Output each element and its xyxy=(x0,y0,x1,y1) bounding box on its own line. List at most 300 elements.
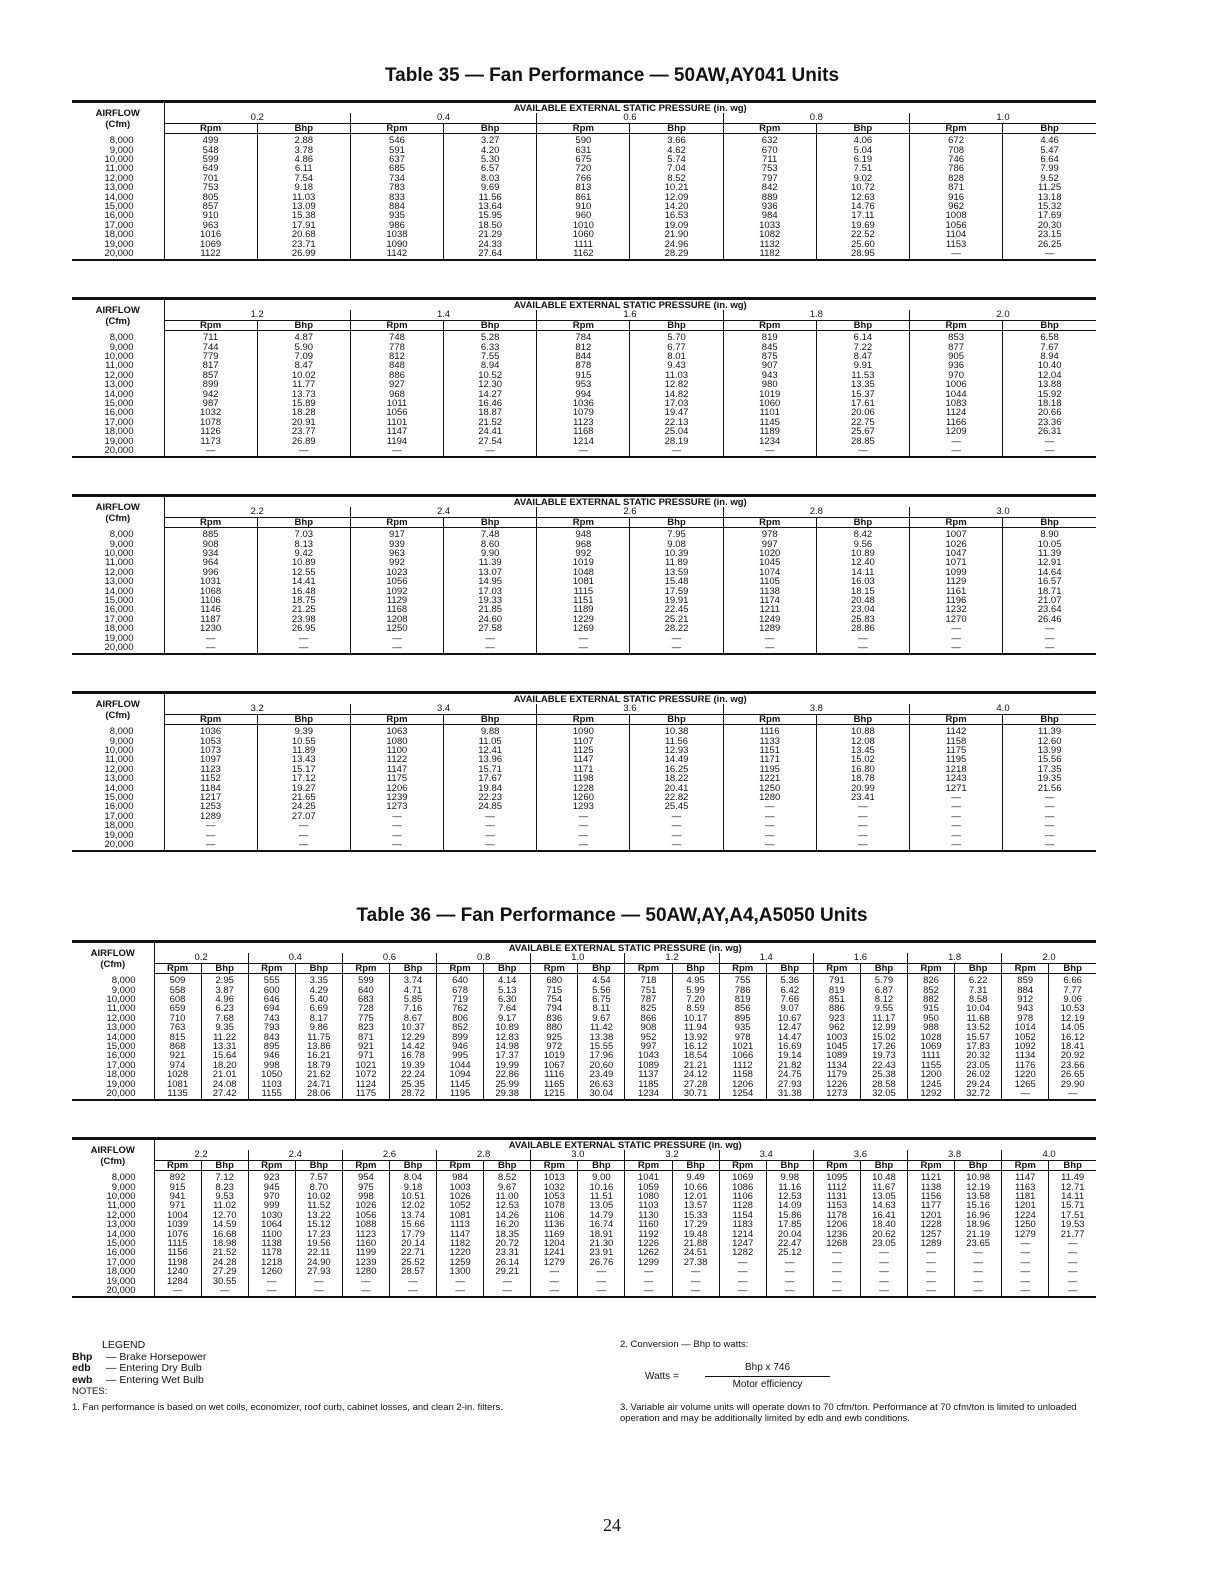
value-cell: 12.01 xyxy=(672,1192,719,1201)
airflow-cell: 11,000 xyxy=(72,361,164,370)
value-cell: 791 xyxy=(813,974,860,986)
value-cell: 1092 xyxy=(350,587,443,596)
value-cell: 25.04 xyxy=(630,427,723,436)
bhp-header: Bhp xyxy=(578,963,625,973)
value-cell: 1185 xyxy=(625,1080,672,1089)
value-cell: 4.29 xyxy=(295,986,342,995)
value-cell: — xyxy=(257,831,350,840)
value-cell: 3.27 xyxy=(444,134,537,146)
value-cell: 23.15 xyxy=(1003,230,1096,239)
value-cell: 11.39 xyxy=(444,558,537,567)
value-cell: 1123 xyxy=(342,1230,389,1239)
value-cell: 1069 xyxy=(719,1171,766,1183)
value-cell: 1189 xyxy=(723,427,816,436)
value-cell: 20.72 xyxy=(484,1239,531,1248)
bhp-header: Bhp xyxy=(201,963,248,973)
value-cell: 11.42 xyxy=(578,1023,625,1032)
value-cell: 8.60 xyxy=(444,540,537,549)
value-cell: 7.64 xyxy=(484,1004,531,1013)
value-cell: — xyxy=(955,1267,1002,1276)
value-cell: 21.90 xyxy=(630,230,723,239)
value-cell: 13.59 xyxy=(630,568,723,577)
value-cell: 22.11 xyxy=(295,1248,342,1257)
value-cell: 6.14 xyxy=(816,331,909,343)
value-cell: 15.48 xyxy=(630,577,723,586)
value-cell: — xyxy=(1049,1277,1096,1286)
value-cell: 5.36 xyxy=(766,974,813,986)
value-cell: — xyxy=(444,643,537,653)
value-cell: 15.71 xyxy=(1049,1201,1096,1210)
value-cell: — xyxy=(723,840,816,850)
value-cell: 16.80 xyxy=(816,765,909,774)
value-cell: 1142 xyxy=(910,725,1003,737)
rpm-header: Rpm xyxy=(164,123,257,133)
value-cell: 10.89 xyxy=(816,549,909,558)
value-cell: — xyxy=(537,634,630,643)
value-cell: 1003 xyxy=(813,1033,860,1042)
airflow-cell: 9,000 xyxy=(72,146,164,155)
value-cell: 13.92 xyxy=(672,1033,719,1042)
value-cell: 1158 xyxy=(910,737,1003,746)
value-cell: 11.00 xyxy=(484,1192,531,1201)
value-cell: 1081 xyxy=(437,1211,484,1220)
airflow-cell: 18,000 xyxy=(72,230,164,239)
value-cell: 11.56 xyxy=(630,737,723,746)
value-cell: 2.88 xyxy=(257,134,350,146)
value-cell: 1007 xyxy=(910,528,1003,540)
value-cell: — xyxy=(342,1277,389,1286)
value-cell: 17.23 xyxy=(295,1230,342,1239)
value-cell: 2.95 xyxy=(201,974,248,986)
value-cell: — xyxy=(248,1286,295,1296)
value-cell: 746 xyxy=(910,155,1003,164)
value-cell: 1218 xyxy=(910,765,1003,774)
value-cell: 23.98 xyxy=(257,615,350,624)
value-cell: 22.52 xyxy=(816,230,909,239)
value-cell: 13.74 xyxy=(389,1211,436,1220)
value-cell: 925 xyxy=(531,1033,578,1042)
value-cell: 1184 xyxy=(164,784,257,793)
value-cell: 1250 xyxy=(723,784,816,793)
value-cell: 13.99 xyxy=(1003,746,1096,755)
airflow-cell: 9,000 xyxy=(72,737,164,746)
airflow-cell: 14,000 xyxy=(72,193,164,202)
rpm-header: Rpm xyxy=(910,714,1003,724)
value-cell: — xyxy=(350,643,443,653)
value-cell: 25.38 xyxy=(860,1070,907,1079)
value-cell: — xyxy=(955,1277,1002,1286)
value-cell: 1043 xyxy=(625,1051,672,1060)
airflow-cell: 13,000 xyxy=(72,577,164,586)
value-cell: 680 xyxy=(531,974,578,986)
pressure-header: AVAILABLE EXTERNAL STATIC PRESSURE (in. wg) xyxy=(164,102,1096,114)
value-cell: 8.12 xyxy=(860,995,907,1004)
value-cell: 1152 xyxy=(164,774,257,783)
value-cell: 1171 xyxy=(537,765,630,774)
value-cell: — xyxy=(625,1277,672,1286)
value-cell: 20.68 xyxy=(257,230,350,239)
value-cell: 3.74 xyxy=(389,974,436,986)
value-cell: — xyxy=(164,643,257,653)
value-cell: 15.89 xyxy=(257,399,350,408)
value-cell: 23.41 xyxy=(816,793,909,802)
airflow-cell: 11,000 xyxy=(72,1201,154,1210)
value-cell: 16.68 xyxy=(201,1230,248,1239)
airflow-cell: 19,000 xyxy=(72,437,164,446)
airflow-cell: 11,000 xyxy=(72,755,164,764)
airflow-cell: 15,000 xyxy=(72,1042,154,1051)
value-cell: 1036 xyxy=(164,725,257,737)
value-cell: 813 xyxy=(537,183,630,192)
value-cell: — xyxy=(537,821,630,830)
rpm-header: Rpm xyxy=(437,1160,484,1170)
value-cell: 1187 xyxy=(164,615,257,624)
value-cell: 8.94 xyxy=(1003,352,1096,361)
value-cell: 10.72 xyxy=(816,183,909,192)
value-cell: 27.64 xyxy=(444,249,537,259)
value-cell: 13.09 xyxy=(257,202,350,211)
value-cell: 15.17 xyxy=(257,765,350,774)
value-cell: 12.70 xyxy=(201,1211,248,1220)
value-cell: 694 xyxy=(248,1004,295,1013)
value-cell: 12.71 xyxy=(1049,1183,1096,1192)
value-cell: 734 xyxy=(350,174,443,183)
value-cell: 960 xyxy=(537,211,630,220)
rpm-header: Rpm xyxy=(908,963,955,973)
value-cell: 24.51 xyxy=(672,1248,719,1257)
value-cell: 20.04 xyxy=(766,1230,813,1239)
value-cell: 14.41 xyxy=(257,577,350,586)
value-cell: 8.04 xyxy=(389,1171,436,1183)
value-cell: — xyxy=(816,831,909,840)
pressure-value: 3.0 xyxy=(531,1150,625,1160)
value-cell: 978 xyxy=(723,528,816,540)
value-cell: — xyxy=(1003,446,1096,456)
value-cell: 1158 xyxy=(719,1070,766,1079)
value-cell: 1195 xyxy=(437,1089,484,1099)
value-cell: 11.52 xyxy=(295,1201,342,1210)
value-cell: — xyxy=(578,1277,625,1286)
value-cell: 1270 xyxy=(910,615,1003,624)
value-cell: 1068 xyxy=(164,587,257,596)
value-cell: 15.57 xyxy=(955,1033,1002,1042)
value-cell: 899 xyxy=(164,380,257,389)
value-cell: — xyxy=(723,446,816,456)
value-cell: 27.54 xyxy=(444,437,537,446)
airflow-cell: 8,000 xyxy=(72,725,164,737)
value-cell: 1011 xyxy=(350,399,443,408)
value-cell: 29.38 xyxy=(484,1089,531,1099)
value-cell: 19.53 xyxy=(1049,1220,1096,1229)
value-cell: 11.51 xyxy=(578,1192,625,1201)
value-cell: — xyxy=(955,1286,1002,1296)
value-cell: 1076 xyxy=(154,1230,201,1239)
airflow-cell: 13,000 xyxy=(72,774,164,783)
rpm-header: Rpm xyxy=(342,1160,389,1170)
value-cell: 14.11 xyxy=(816,568,909,577)
pressure-value: 2.0 xyxy=(910,310,1097,320)
value-cell: 1214 xyxy=(719,1230,766,1239)
value-cell: — xyxy=(257,643,350,653)
value-cell: 24.25 xyxy=(257,802,350,811)
pressure-value: 3.2 xyxy=(164,704,350,714)
bhp-header: Bhp xyxy=(295,963,342,973)
value-cell: — xyxy=(1002,1248,1049,1257)
value-cell: 952 xyxy=(625,1033,672,1042)
value-cell: — xyxy=(910,793,1003,802)
legend-title: LEGEND xyxy=(102,1339,146,1351)
value-cell: 7.20 xyxy=(672,995,719,1004)
value-cell: 1060 xyxy=(723,399,816,408)
value-cell: 1115 xyxy=(537,587,630,596)
bhp-header: Bhp xyxy=(444,123,537,133)
note-3: 3. Variable air volume units will operate down to 70 cfm/ton. Performance at 70 cfm/ton is limited to unloaded operation and may be additionally limited by edb and ewb conditions. xyxy=(620,1402,1077,1424)
value-cell: 996 xyxy=(164,568,257,577)
value-cell: 1010 xyxy=(537,221,630,230)
value-cell: 1195 xyxy=(910,755,1003,764)
value-cell: 1214 xyxy=(537,437,630,446)
value-cell: 978 xyxy=(719,1033,766,1042)
value-cell: 1250 xyxy=(1002,1220,1049,1229)
pressure-value: 0.6 xyxy=(537,113,723,123)
value-cell: 1056 xyxy=(350,577,443,586)
value-cell: 21.85 xyxy=(444,605,537,614)
value-cell: 1189 xyxy=(537,605,630,614)
pressure-value: 1.6 xyxy=(537,310,723,320)
value-cell: — xyxy=(630,821,723,830)
value-cell: 851 xyxy=(813,995,860,1004)
value-cell: 14.47 xyxy=(766,1033,813,1042)
value-cell: 1090 xyxy=(350,240,443,249)
value-cell: 19.48 xyxy=(672,1230,719,1239)
value-cell: — xyxy=(537,831,630,840)
value-cell: 9.35 xyxy=(201,1023,248,1032)
pressure-value: 0.2 xyxy=(164,113,350,123)
value-cell: 1124 xyxy=(342,1080,389,1089)
bhp-header: Bhp xyxy=(257,123,350,133)
value-cell: 1106 xyxy=(164,596,257,605)
value-cell: — xyxy=(1002,1277,1049,1286)
value-cell: — xyxy=(860,1267,907,1276)
value-cell: 546 xyxy=(350,134,443,146)
value-cell: 753 xyxy=(164,183,257,192)
value-cell: 1175 xyxy=(910,746,1003,755)
value-cell: 25.52 xyxy=(389,1258,436,1267)
value-cell: — xyxy=(164,446,257,456)
value-cell: 1247 xyxy=(719,1239,766,1248)
airflow-cell: 10,000 xyxy=(72,746,164,755)
value-cell: 1289 xyxy=(164,812,257,821)
value-cell: 16.12 xyxy=(672,1042,719,1051)
value-cell: 908 xyxy=(625,1023,672,1032)
value-cell: 10.38 xyxy=(630,725,723,737)
value-cell: 1142 xyxy=(350,249,443,259)
value-cell: — xyxy=(860,1258,907,1267)
value-cell: 1257 xyxy=(908,1230,955,1239)
value-cell: 1146 xyxy=(164,605,257,614)
value-cell: 917 xyxy=(350,528,443,540)
value-cell: 1198 xyxy=(537,774,630,783)
value-cell: 797 xyxy=(723,174,816,183)
value-cell: 921 xyxy=(342,1042,389,1051)
value-cell: 833 xyxy=(350,193,443,202)
value-cell: 15.55 xyxy=(578,1042,625,1051)
bhp-header: Bhp xyxy=(860,963,907,973)
value-cell: 8.01 xyxy=(630,352,723,361)
value-cell: 30.04 xyxy=(578,1089,625,1099)
pressure-value: 2.8 xyxy=(437,1150,531,1160)
rpm-header: Rpm xyxy=(248,963,295,973)
bhp-header: Bhp xyxy=(630,517,723,527)
bhp-header: Bhp xyxy=(257,320,350,330)
value-cell: 1113 xyxy=(437,1220,484,1229)
value-cell: 1021 xyxy=(719,1042,766,1051)
value-cell: 1262 xyxy=(625,1248,672,1257)
value-cell: 8.47 xyxy=(816,352,909,361)
bhp-header: Bhp xyxy=(816,517,909,527)
value-cell: 1008 xyxy=(910,211,1003,220)
value-cell: 1019 xyxy=(531,1051,578,1060)
value-cell: 4.46 xyxy=(1003,134,1096,146)
value-cell: 9.06 xyxy=(1049,995,1096,1004)
value-cell: 1073 xyxy=(164,746,257,755)
value-cell: 1220 xyxy=(437,1248,484,1257)
value-cell: — xyxy=(257,821,350,830)
legend-item: ewb — Entering Wet Bulb xyxy=(72,1373,204,1386)
value-cell: 4.86 xyxy=(257,155,350,164)
value-cell: 963 xyxy=(350,549,443,558)
value-cell: 21.82 xyxy=(766,1061,813,1070)
value-cell: 1056 xyxy=(350,408,443,417)
value-cell: 22.24 xyxy=(389,1070,436,1079)
value-cell: 910 xyxy=(537,202,630,211)
value-cell: 21.52 xyxy=(201,1248,248,1257)
value-cell: 1171 xyxy=(723,755,816,764)
rpm-header: Rpm xyxy=(813,963,860,973)
pressure-header: AVAILABLE EXTERNAL STATIC PRESSURE (in. wg) xyxy=(164,496,1096,508)
value-cell: — xyxy=(444,840,537,850)
airflow-cell: 10,000 xyxy=(72,352,164,361)
value-cell: 1151 xyxy=(537,596,630,605)
value-cell: 20.92 xyxy=(1049,1051,1096,1060)
value-cell: 948 xyxy=(537,528,630,540)
value-cell: 1116 xyxy=(723,725,816,737)
value-cell: 10.89 xyxy=(257,558,350,567)
value-cell: — xyxy=(910,634,1003,643)
value-cell: — xyxy=(531,1267,578,1276)
value-cell: 21.77 xyxy=(1049,1230,1096,1239)
airflow-cell: 13,000 xyxy=(72,1220,154,1229)
value-cell: 11.05 xyxy=(444,737,537,746)
value-cell: 23.77 xyxy=(257,427,350,436)
value-cell: 11.39 xyxy=(1003,725,1096,737)
value-cell: 984 xyxy=(437,1171,484,1183)
value-cell: 1063 xyxy=(350,725,443,737)
rpm-header: Rpm xyxy=(723,320,816,330)
value-cell: 12.83 xyxy=(484,1033,531,1042)
value-cell: 28.22 xyxy=(630,624,723,633)
legend-item: Bhp — Brake Horsepower xyxy=(72,1350,207,1363)
pressure-value: 1.2 xyxy=(164,310,350,320)
airflow-cell: 15,000 xyxy=(72,202,164,211)
airflow-cell: 18,000 xyxy=(72,624,164,633)
legend xyxy=(72,1340,206,1398)
value-cell: 1021 xyxy=(342,1061,389,1070)
value-cell: 8.13 xyxy=(257,540,350,549)
value-cell: 885 xyxy=(164,528,257,540)
value-cell: 5.47 xyxy=(1003,146,1096,155)
value-cell: 18.22 xyxy=(630,774,723,783)
airflow-cell: 14,000 xyxy=(72,1230,154,1239)
rpm-header: Rpm xyxy=(719,963,766,973)
value-cell: 14.98 xyxy=(484,1042,531,1051)
pressure-header: AVAILABLE EXTERNAL STATIC PRESSURE (in. wg) xyxy=(164,693,1096,705)
value-cell: 7.77 xyxy=(1049,986,1096,995)
value-cell: 11.16 xyxy=(766,1183,813,1192)
airflow-cell: 17,000 xyxy=(72,221,164,230)
value-cell: 1003 xyxy=(437,1183,484,1192)
value-cell: 12.02 xyxy=(389,1201,436,1210)
value-cell: 5.28 xyxy=(444,331,537,343)
value-cell: 927 xyxy=(350,380,443,389)
value-cell: 843 xyxy=(248,1033,295,1042)
value-cell: 10.05 xyxy=(1003,540,1096,549)
value-cell: 26.14 xyxy=(484,1258,531,1267)
value-cell: 1138 xyxy=(248,1239,295,1248)
value-cell: 29.24 xyxy=(955,1080,1002,1089)
value-cell: — xyxy=(910,831,1003,840)
value-cell: 1124 xyxy=(910,408,1003,417)
value-cell: 11.94 xyxy=(672,1023,719,1032)
airflow-cell: 19,000 xyxy=(72,1277,154,1286)
value-cell: 819 xyxy=(723,331,816,343)
rpm-header: Rpm xyxy=(248,1160,295,1170)
value-cell: 875 xyxy=(723,352,816,361)
value-cell: 632 xyxy=(723,134,816,146)
value-cell: 1130 xyxy=(625,1211,672,1220)
value-cell: 1206 xyxy=(813,1220,860,1229)
value-cell: 16.96 xyxy=(955,1211,1002,1220)
value-cell: 1155 xyxy=(248,1089,295,1099)
value-cell: 25.67 xyxy=(816,427,909,436)
airflow-cell: 15,000 xyxy=(72,1239,154,1248)
value-cell: 17.51 xyxy=(1049,1211,1096,1220)
value-cell: 17.11 xyxy=(816,211,909,220)
airflow-cell: 9,000 xyxy=(72,1183,154,1192)
value-cell: 861 xyxy=(537,193,630,202)
value-cell: 5.85 xyxy=(389,995,436,1004)
value-cell: 848 xyxy=(350,361,443,370)
value-cell: 941 xyxy=(154,1192,201,1201)
rpm-header: Rpm xyxy=(350,517,443,527)
value-cell: 9.86 xyxy=(295,1023,342,1032)
value-cell: 1066 xyxy=(719,1051,766,1060)
bhp-header: Bhp xyxy=(816,714,909,724)
value-cell: 26.46 xyxy=(1003,615,1096,624)
value-cell: 23.49 xyxy=(578,1070,625,1079)
value-cell: — xyxy=(1003,634,1096,643)
value-cell: 19.69 xyxy=(816,221,909,230)
bhp-header: Bhp xyxy=(1049,1160,1096,1170)
value-cell: 1115 xyxy=(154,1239,201,1248)
value-cell: 5.04 xyxy=(816,146,909,155)
value-cell: 1155 xyxy=(908,1061,955,1070)
value-cell: 1280 xyxy=(723,793,816,802)
value-cell: 28.95 xyxy=(816,249,909,259)
value-cell: 13.22 xyxy=(295,1211,342,1220)
value-cell: 1249 xyxy=(723,615,816,624)
value-cell: 9.39 xyxy=(257,725,350,737)
